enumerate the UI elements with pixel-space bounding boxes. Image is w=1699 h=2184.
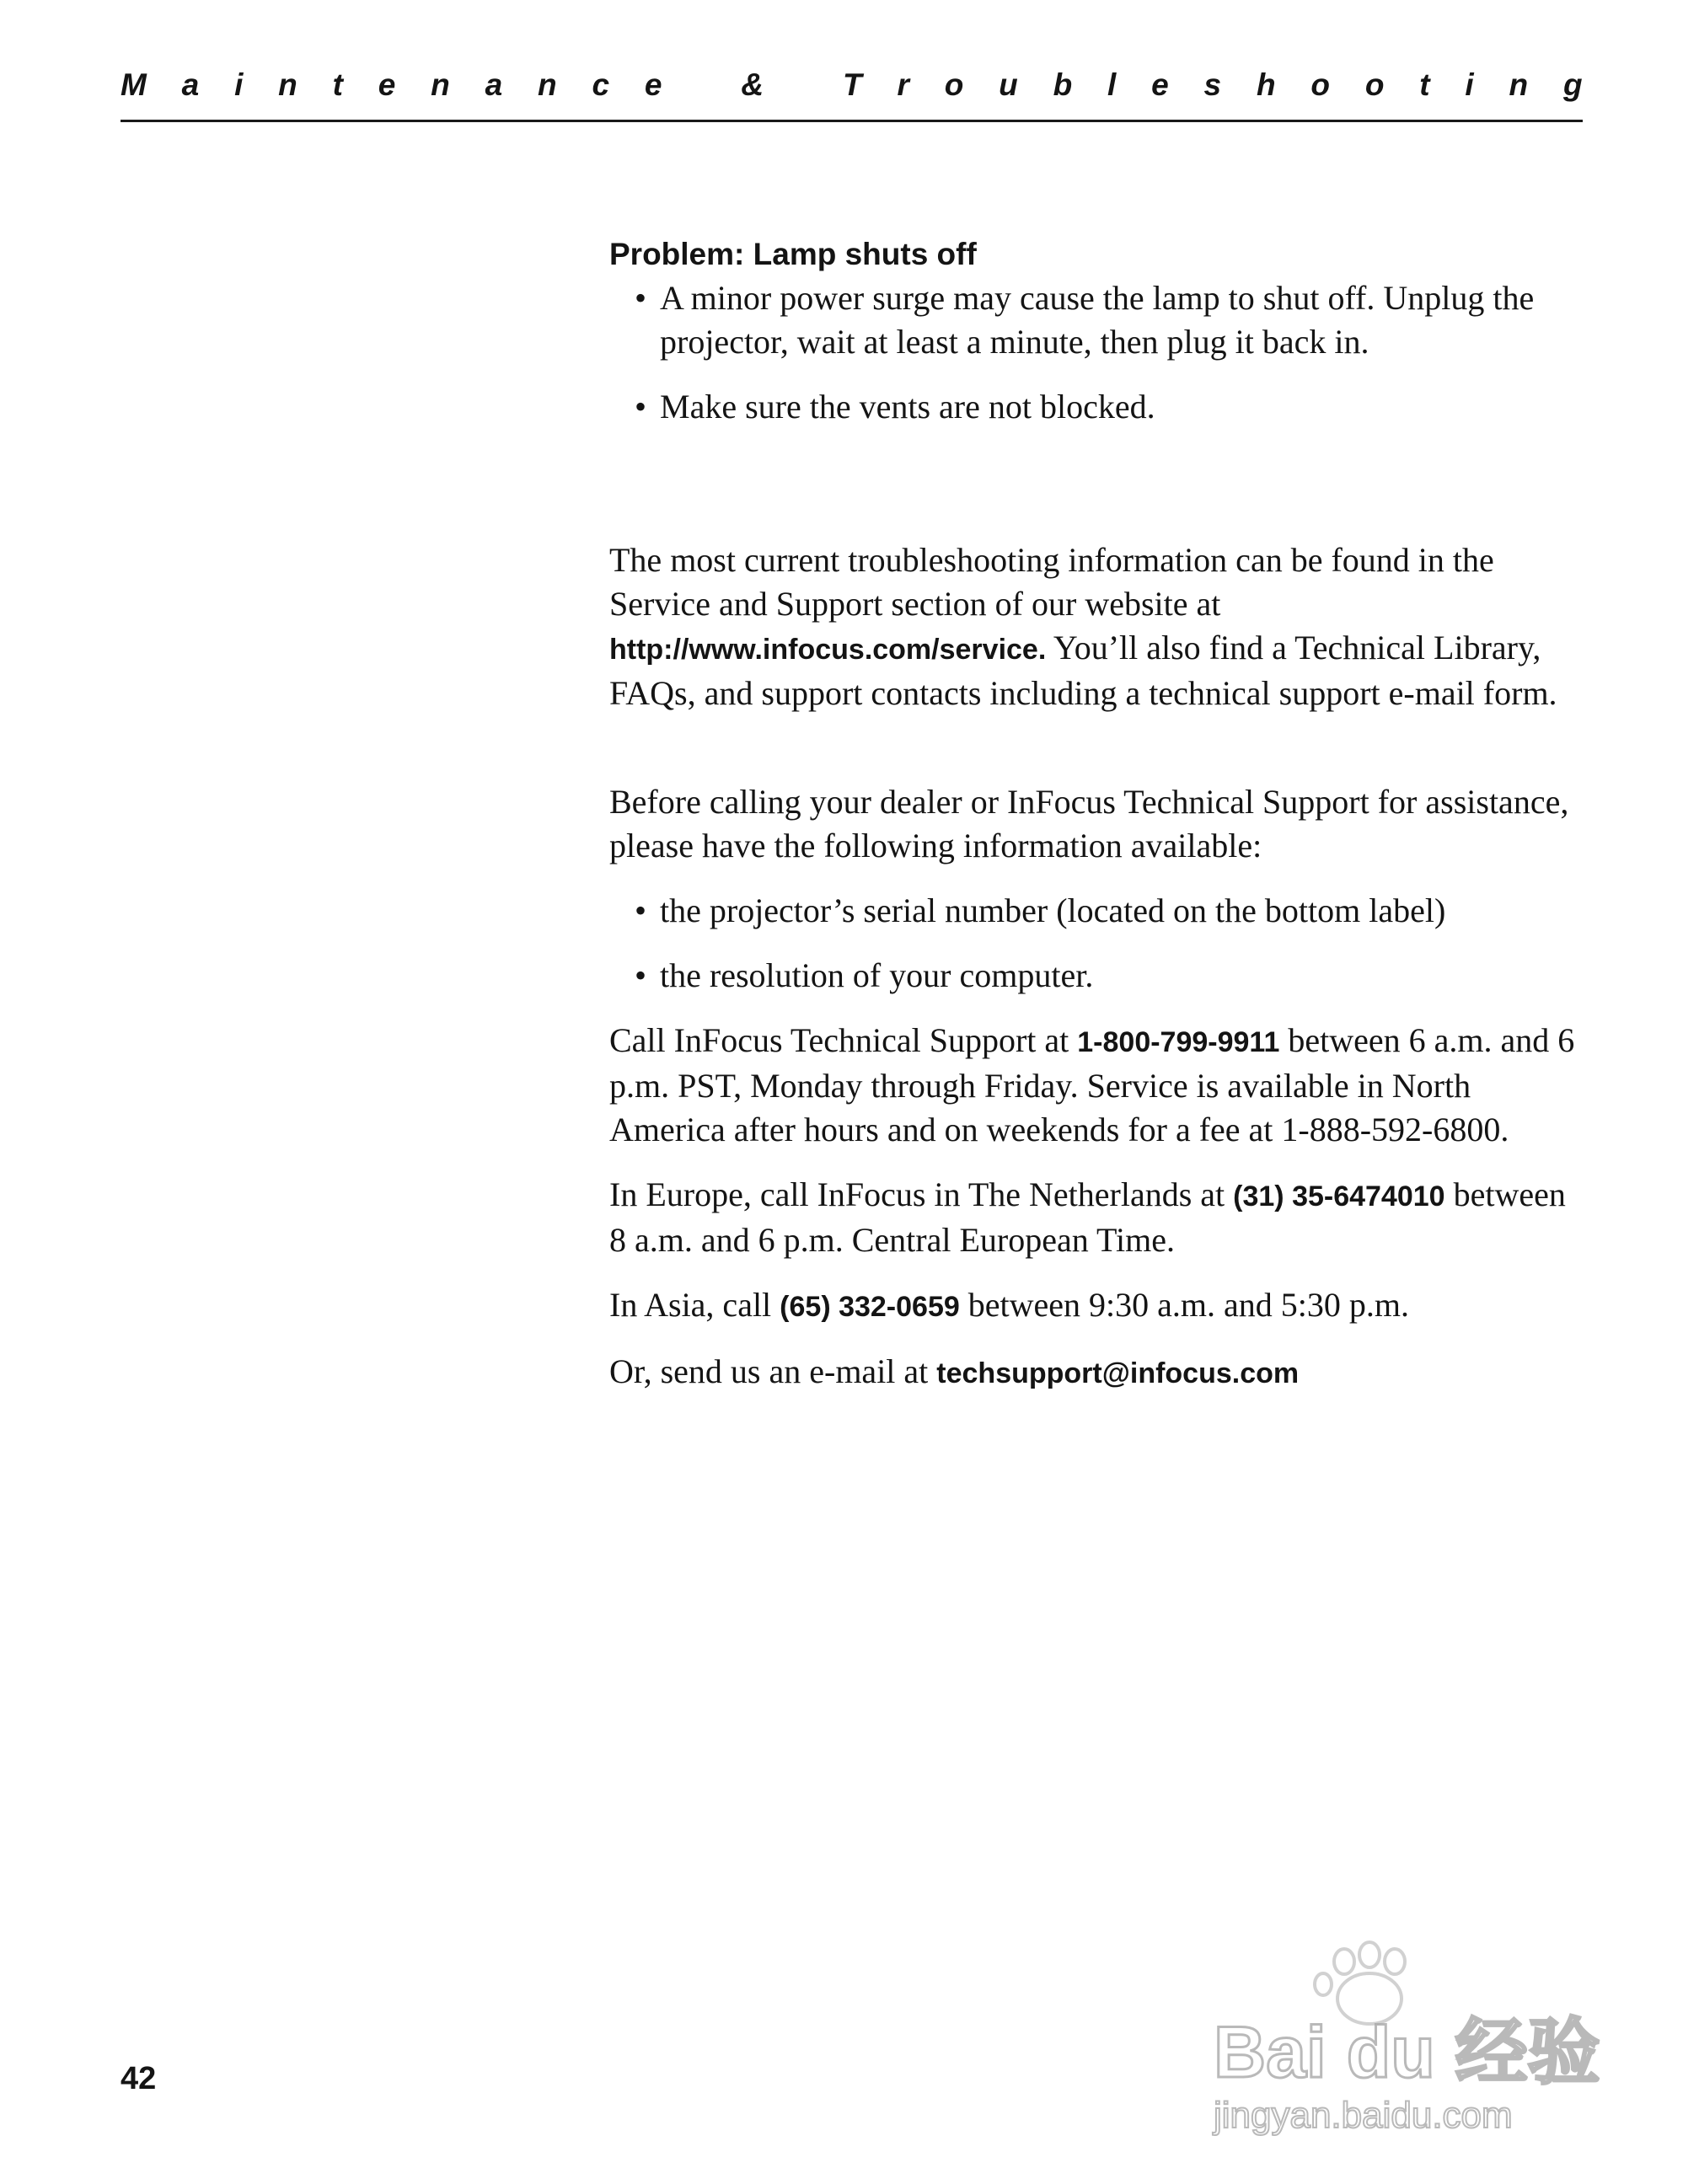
header-glyph: g [1562, 67, 1583, 102]
bullet-vents [609, 385, 1587, 429]
header-glyph: b [1053, 67, 1073, 102]
header-glyph: e [644, 67, 662, 102]
header-glyph: & [741, 67, 764, 102]
bullet-text: the resolution of your computer. [660, 956, 1094, 994]
asia-paragraph [609, 1283, 1587, 1329]
email-text-before: Or, send us an e-mail at [609, 1352, 937, 1390]
header-glyph: o [944, 67, 964, 102]
header-glyph: s [1203, 67, 1222, 102]
bullet-dot: • [635, 279, 647, 317]
support-phone-number: 1-800-799-9911 [1077, 1026, 1280, 1058]
header-glyph: h [1256, 67, 1276, 102]
header-glyph: c [592, 67, 610, 102]
call-support-paragraph [609, 1019, 1587, 1152]
call-text-after: between 6 a.m. and 6 p.m. PST, Monday through Friday. Service is available in North America after hours and on weekends for a fee at 1-888-592-6800. [609, 1021, 1575, 1148]
bullet-dot: • [635, 388, 647, 426]
header-glyph: a [485, 67, 503, 102]
header-glyph: n [431, 67, 450, 102]
header-glyph: r [897, 67, 909, 102]
page-number: 42 [121, 2061, 157, 2096]
page-content [609, 233, 1587, 1395]
problem-title: Problem: Lamp shuts off [609, 237, 977, 271]
call-text-before: Call InFocus Technical Support at [609, 1021, 1078, 1059]
header-glyph: T [843, 67, 862, 102]
header-rule [121, 120, 1583, 122]
bullet-power-surge [609, 276, 1587, 364]
europe-text-after: between 8 a.m. and 6 p.m. Central European Time. [609, 1175, 1566, 1259]
asia-text-after: between 9:30 a.m. and 5:30 p.m. [959, 1286, 1410, 1324]
header-glyph: M [121, 67, 147, 102]
bullet-dot: • [635, 891, 647, 929]
bullet-serial-number [609, 889, 1587, 933]
bullet-dot: • [635, 956, 647, 994]
bullet-text: A minor power surge may cause the lamp to shut off. Unplug the projector, wait at least a minute, then plug it back in. [660, 279, 1535, 361]
header-glyph [697, 69, 705, 100]
header-glyph: n [538, 67, 557, 102]
header-glyph [799, 69, 807, 100]
watermark-site-text: jingyan.baidu.com [1214, 2095, 1513, 2136]
asia-text-before: In Asia, call [609, 1286, 780, 1324]
header-glyph: e [1151, 67, 1169, 102]
running-header [121, 69, 1583, 100]
support-url-link[interactable]: http://www.infocus.com/service. [609, 634, 1047, 666]
bullet-resolution [609, 954, 1587, 998]
bullet-text: the projector’s serial number (located on the bottom label) [660, 891, 1446, 929]
email-paragraph [609, 1350, 1587, 1395]
europe-text-before: In Europe, call InFocus in The Netherlands at [609, 1175, 1234, 1213]
header-glyph: u [999, 67, 1018, 102]
website-paragraph [609, 538, 1587, 715]
header-glyph: n [1509, 67, 1529, 102]
header-glyph: o [1364, 67, 1385, 102]
header-glyph: i [234, 67, 244, 102]
website-text-before: The most current troubleshooting information can be found in the Service and Support section of our website at [609, 541, 1494, 623]
website-text-after: You’ll also find a Technical Library, FAQs, and support contacts including a technical support e-mail form. [609, 629, 1557, 712]
header-glyph: n [278, 67, 297, 102]
header-glyph: t [332, 67, 343, 102]
header-glyph: o [1310, 67, 1330, 102]
support-email-link[interactable]: techsupport@infocus.com [936, 1357, 1300, 1389]
header-glyph: l [1107, 67, 1117, 102]
header-glyph: i [1465, 67, 1474, 102]
bullet-text: Make sure the vents are not blocked. [660, 388, 1155, 426]
baidu-jingyan-watermark [1197, 1938, 1618, 2140]
europe-paragraph [609, 1173, 1587, 1262]
header-glyph: a [181, 67, 200, 102]
europe-phone-number: (31) 35-6474010 [1233, 1180, 1445, 1212]
header-glyph: e [378, 67, 396, 102]
asia-phone-number: (65) 332-0659 [780, 1291, 960, 1323]
header-glyph: t [1419, 67, 1430, 102]
before-calling-paragraph: Before calling your dealer or InFocus Technical Support for assistance, please have the following information available: [609, 783, 1569, 864]
watermark-logo-text: Bai du 经验 [1214, 2012, 1600, 2093]
